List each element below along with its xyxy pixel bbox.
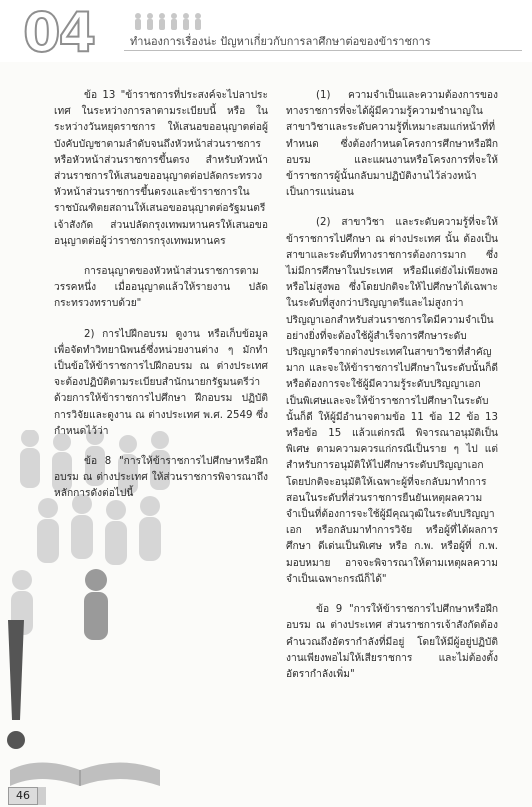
right-column xyxy=(286,88,498,697)
page-tab-marker xyxy=(38,787,46,805)
paragraph: ข้อ 13 "ข้าราชการที่ประสงค์จะไปลาประเทศ ในระหว่างการลาตามระเบียบนี้ หรือ ในระหว่างวันหยุดราชการ ให้เสนอขออนุญาตต่อผู้บังคับบัญชาตามลำดับจนถึงหัวหน้าส่วนราชการหรือหัวหน้าส่วนราชการขึ้นตรง สำหรับหัวหน้าส่วนราชการให้เสนอขออนุญาตต่อปลัดกระทรวง หัวหน้าส่วนราชการขึ้นตรงและข้าราชการในราชบัณฑิตยสถานให้เสนอขออนุญาตต่อรัฐมนตรีเจ้าสังกัด ส่วนปลัดกรุงเทพมหานครให้เสนอขออนุญาตต่อผู้ว่าราชการกรุงเทพมหานคร xyxy=(54,90,268,247)
page-number: 46 xyxy=(8,787,38,805)
paragraph: (1) ความจำเป็นและความต้องการของทางราชการที่จะได้ผู้มีความรู้ความชำนาญในสาขาวิชาและระดับความรู้ที่เหมาะสมแก่หน้าที่ที่ทำหนด ซึ่งต้องกำหนดโครงการศึกษาหรือฝึกอบรม และแผนงานหรือโครงการที่จะให้ข้าราชการผู้นั้นกลับมาปฏิบัติงานไว้ล่วงหน้าเป็นการแน่นอน xyxy=(286,90,498,199)
paragraph: 2) การไปฝึกอบรม ดูงาน หรือเก็บข้อมูลเพื่อจัดทำวิทยานิพนธ์ซึ่งหน่วยงานต่าง ๆ มักทำเป็นข้อให้ข้าราชการไปฝึกอบรม ณ ต่างประเทศ จะต้องปฏิบัติตามระเบียบสำนักนายกรัฐมนตรีว่าด้วยการให้ข้าราชการไปศึกษา ฝึกอบรม ปฏิบัติการวิจัยและดูงาน ณ ต่างประเทศ พ.ศ. 2549 ซึ่งกำหนดไว้ว่า xyxy=(54,328,268,437)
paragraph: ข้อ 9 "การให้ข้าราชการไปศึกษาหรือฝึกอบรม ณ ต่างประเทศ ส่วนราชการเจ้าสังกัดต้องคำนวณถึงอัตรากำลังที่มีอยู่ โดยให้มีผู้อยู่ปฏิบัติงานเพียงพอไม่ให้เสียราชการ และไม่ต้องตั้งอัตรากำลังเพิ่ม" xyxy=(286,604,498,680)
chapter-title: ทำนองการเรื่องน่ะ ปัญหาเกี่ยวกับการลาศึกษาต่อของข้าราชการ xyxy=(130,35,431,48)
paragraph: (2) สาขาวิชา และระดับความรู้ที่จะให้ข้าราชการไปศึกษา ณ ต่างประเทศ นั้น ต้องเป็นสาขาและระดับที่ทางราชการต้องการมาก ซึ่งไม่มีการศึกษาในประเทศ หรือมีแต่ยังไม่เพียงพอหรือไม่สูงพอ ซึ่งโดยปกติจะให้ไปศึกษาได้เฉพาะในระดับที่สูงกว่าปริญญาตรีและไม่สูงกว่าปริญญาเอกสำหรับส่วนราชการใดมีความจำเป็นอย่างยิ่งที่จะต้องใช้ผู้สำเร็จการศึกษาระดับปริญญาตรีจากต่างประเทศในสาขาวิชาที่สำคัญมาก และจะให้ข้าราชการไปศึกษาในระดับนั้นก็ดี หรือต้องการจะใช้ผู้มีความรู้ระดับปริญญาเอก เป็นพิเศษและจะให้ข้าราชการไปศึกษาในระดับนั้นก็ดี ให้ผู้มีอำนาจตามข้อ 11 ข้อ 12 ข้อ 13 หรือข้อ 15 แล้วแต่กรณี พิจารณาอนุมัติเป็นพิเศษ ตามความควรแก่กรณีเป็นราย ๆ ไป แต่สำหรับการอนุมัติให้ไปศึกษาระดับปริญญาเอก โดยปกติจะอนุมัติให้เฉพาะผู้ที่จะกลับมาทำการสอนในระดับที่ส่วนราชการยืนยันเหตุผลความจำเป็นที่ต้องการจะใช้ผู้มีคุณวุฒิในระดับปริญญาเอก หรือกลับมาทำการวิจัย หรือผู้ที่ได้ผลการศึกษา ดีเด่นเป็นพิเศษ หรือ ก.พ. หรือผู้ที่ ก.พ. มอบหมาย อาจจะพิจารณาให้ตามเหตุผลความจำเป็นเฉพาะกรณีก็ได้" xyxy=(286,217,498,585)
left-column xyxy=(54,88,268,517)
paragraph: การอนุญาตของหัวหน้าส่วนราชการตามวรรคหนึ่ง เมื่ออนุญาตแล้วให้รายงาน ปลัดกระทรวงทราบด้วย" xyxy=(54,266,268,310)
paragraph: ข้อ 8 "การให้ข้าราชการไปศึกษาหรือฝึกอบรม ณ ต่างประเทศ ให้ส่วนราชการพิจารณาถึงหลักการดังต่อไปนี้ xyxy=(54,456,268,500)
chapter-number: 04 xyxy=(23,1,95,64)
header-divider xyxy=(124,50,522,51)
people-silhouette-icon xyxy=(132,12,212,30)
chapter-header xyxy=(0,0,532,62)
